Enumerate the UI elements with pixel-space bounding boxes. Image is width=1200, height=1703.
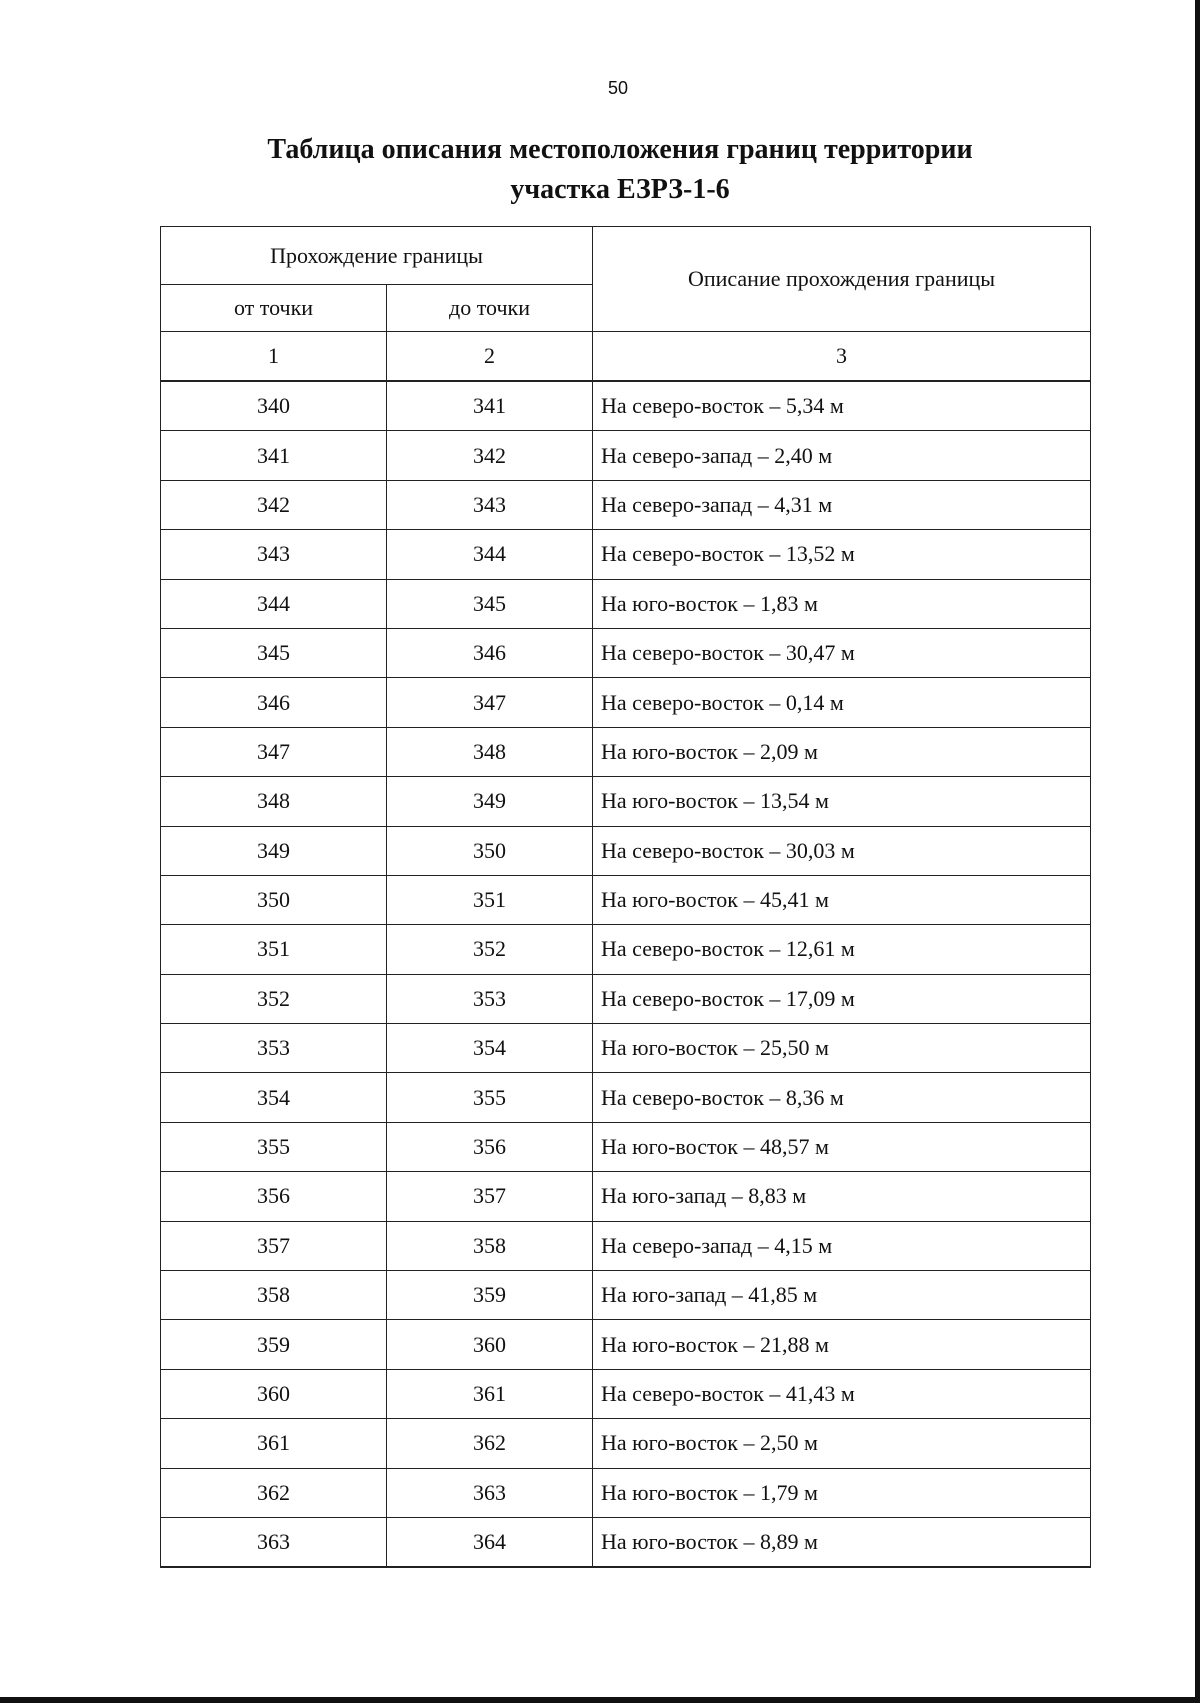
to-point-cell: 357 (387, 1172, 593, 1221)
from-point-cell: 358 (161, 1271, 387, 1320)
to-point-cell: 344 (387, 530, 593, 579)
to-point-cell: 342 (387, 431, 593, 480)
table-row (161, 431, 1091, 480)
table-row (161, 678, 1091, 727)
to-point-cell: 348 (387, 727, 593, 776)
description-cell: На юго-восток – 2,09 м (593, 727, 1091, 776)
from-point-cell: 340 (161, 381, 387, 431)
table-row (161, 1271, 1091, 1320)
header-description: Описание прохождения границы (593, 227, 1091, 332)
description-cell: На северо-восток – 0,14 м (593, 678, 1091, 727)
table-row (161, 1517, 1091, 1567)
description-cell: На юго-восток – 25,50 м (593, 1024, 1091, 1073)
header-boundary-passage: Прохождение границы (161, 227, 593, 285)
from-point-cell: 363 (161, 1517, 387, 1567)
scan-edge-bottom (0, 1697, 1200, 1703)
from-point-cell: 352 (161, 974, 387, 1023)
from-point-cell: 354 (161, 1073, 387, 1122)
scan-edge-right (1195, 0, 1200, 1703)
description-cell: На юго-запад – 41,85 м (593, 1271, 1091, 1320)
table-body (161, 381, 1091, 1567)
title-line-2: участка ЕЗРЗ-1-6 (510, 174, 730, 205)
to-point-cell: 362 (387, 1419, 593, 1468)
title-line-1: Таблица описания местоположения границ территории (267, 134, 973, 165)
from-point-cell: 356 (161, 1172, 387, 1221)
to-point-cell: 353 (387, 974, 593, 1023)
page-number: 50 (607, 78, 629, 98)
table-row (161, 628, 1091, 677)
description-cell: На северо-восток – 30,47 м (593, 628, 1091, 677)
column-number-2: 2 (387, 332, 593, 382)
table-row (161, 925, 1091, 974)
description-cell: На северо-восток – 41,43 м (593, 1369, 1091, 1418)
table-row (161, 1320, 1091, 1369)
from-point-cell: 348 (161, 777, 387, 826)
table-row (161, 727, 1091, 776)
to-point-cell: 351 (387, 875, 593, 924)
description-cell: На юго-восток – 13,54 м (593, 777, 1091, 826)
table-row (161, 1073, 1091, 1122)
table-row (161, 875, 1091, 924)
table-row (161, 1024, 1091, 1073)
document-title (0, 130, 1200, 210)
from-point-cell: 342 (161, 480, 387, 529)
table-row (161, 480, 1091, 529)
description-cell: На юго-восток – 21,88 м (593, 1320, 1091, 1369)
from-point-cell: 351 (161, 925, 387, 974)
table-row (161, 1172, 1091, 1221)
description-cell: На северо-запад – 4,15 м (593, 1221, 1091, 1270)
to-point-cell: 343 (387, 480, 593, 529)
from-point-cell: 350 (161, 875, 387, 924)
from-point-cell: 361 (161, 1419, 387, 1468)
description-cell: На северо-восток – 17,09 м (593, 974, 1091, 1023)
to-point-cell: 346 (387, 628, 593, 677)
description-cell: На северо-восток – 12,61 м (593, 925, 1091, 974)
from-point-cell: 346 (161, 678, 387, 727)
to-point-cell: 355 (387, 1073, 593, 1122)
to-point-cell: 350 (387, 826, 593, 875)
description-cell: На северо-восток – 5,34 м (593, 381, 1091, 431)
from-point-cell: 355 (161, 1122, 387, 1171)
to-point-cell: 347 (387, 678, 593, 727)
to-point-cell: 341 (387, 381, 593, 431)
from-point-cell: 347 (161, 727, 387, 776)
description-cell: На северо-восток – 13,52 м (593, 530, 1091, 579)
description-cell: На юго-восток – 8,89 м (593, 1517, 1091, 1567)
to-point-cell: 352 (387, 925, 593, 974)
to-point-cell: 359 (387, 1271, 593, 1320)
column-number-3: 3 (593, 332, 1091, 382)
table-row (161, 381, 1091, 431)
table-row (161, 974, 1091, 1023)
from-point-cell: 353 (161, 1024, 387, 1073)
table-row (161, 1122, 1091, 1171)
to-point-cell: 354 (387, 1024, 593, 1073)
header-from-point: от точки (161, 285, 387, 332)
from-point-cell: 349 (161, 826, 387, 875)
from-point-cell: 359 (161, 1320, 387, 1369)
from-point-cell: 343 (161, 530, 387, 579)
description-cell: На юго-восток – 48,57 м (593, 1122, 1091, 1171)
to-point-cell: 364 (387, 1517, 593, 1567)
description-cell: На юго-запад – 8,83 м (593, 1172, 1091, 1221)
to-point-cell: 356 (387, 1122, 593, 1171)
boundary-table (160, 226, 1091, 1568)
from-point-cell: 362 (161, 1468, 387, 1517)
description-cell: На северо-запад – 4,31 м (593, 480, 1091, 529)
column-number-1: 1 (161, 332, 387, 382)
to-point-cell: 349 (387, 777, 593, 826)
from-point-cell: 357 (161, 1221, 387, 1270)
description-cell: На северо-запад – 2,40 м (593, 431, 1091, 480)
table-row (161, 1369, 1091, 1418)
to-point-cell: 360 (387, 1320, 593, 1369)
from-point-cell: 345 (161, 628, 387, 677)
description-cell: На юго-восток – 2,50 м (593, 1419, 1091, 1468)
description-cell: На юго-восток – 45,41 м (593, 875, 1091, 924)
to-point-cell: 345 (387, 579, 593, 628)
table-row (161, 777, 1091, 826)
table-row (161, 579, 1091, 628)
description-cell: На северо-восток – 8,36 м (593, 1073, 1091, 1122)
to-point-cell: 358 (387, 1221, 593, 1270)
from-point-cell: 341 (161, 431, 387, 480)
to-point-cell: 361 (387, 1369, 593, 1418)
to-point-cell: 363 (387, 1468, 593, 1517)
description-cell: На юго-восток – 1,79 м (593, 1468, 1091, 1517)
from-point-cell: 360 (161, 1369, 387, 1418)
table-row (161, 1419, 1091, 1468)
table-row (161, 1468, 1091, 1517)
table-row (161, 1221, 1091, 1270)
description-cell: На юго-восток – 1,83 м (593, 579, 1091, 628)
from-point-cell: 344 (161, 579, 387, 628)
table-row (161, 826, 1091, 875)
description-cell: На северо-восток – 30,03 м (593, 826, 1091, 875)
table-row (161, 530, 1091, 579)
header-to-point: до точки (387, 285, 593, 332)
